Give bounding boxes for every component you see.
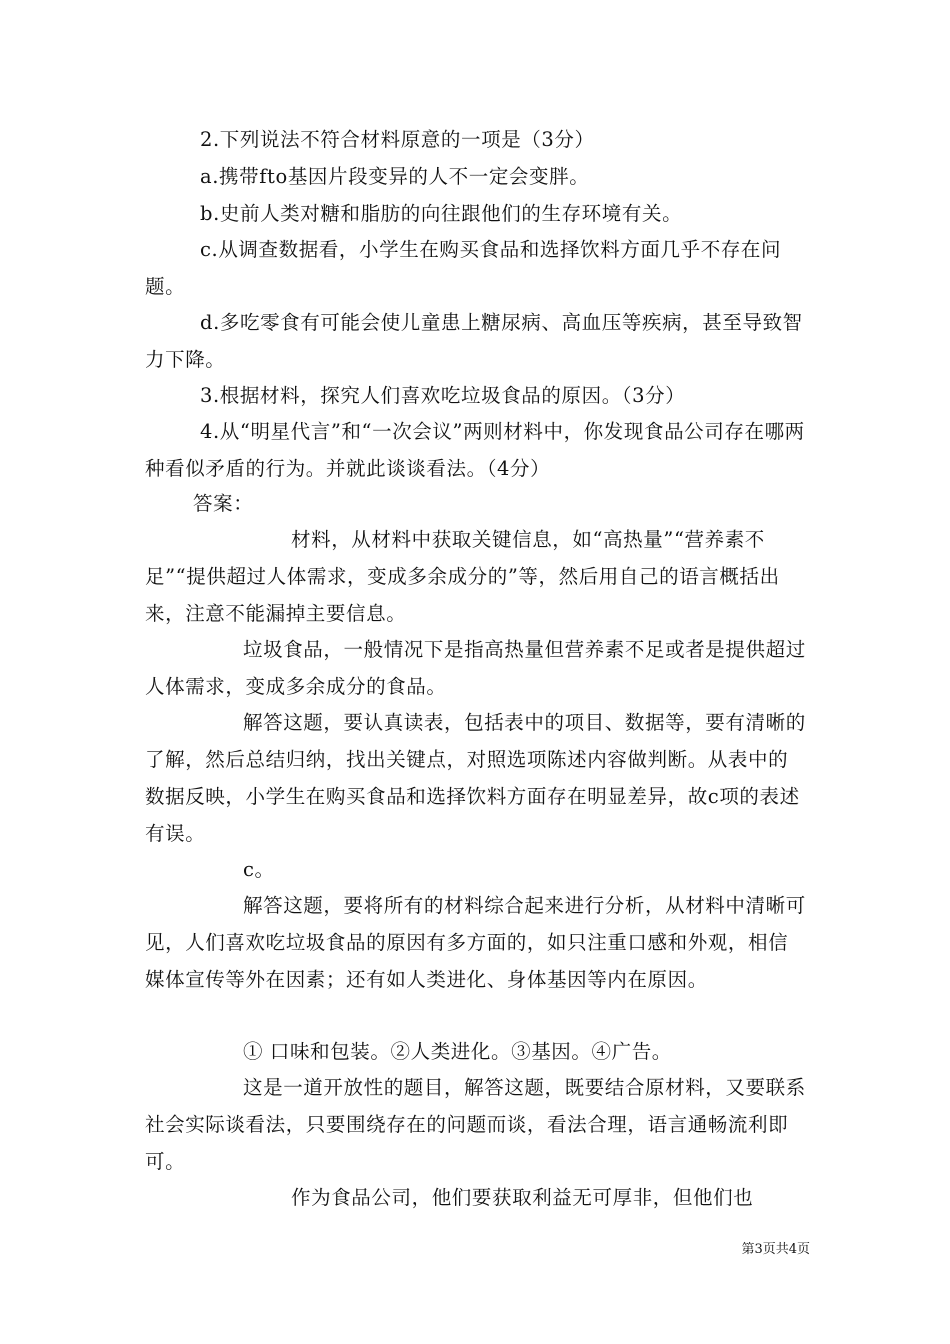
option-a: a.携带fto基因片段变异的人不一定会变胖。 (200, 165, 590, 188)
question-4: 4.从“明星代言”和“一次会议”两则材料中，你发现食品公司存在哪两种看似矛盾的行为。并就此谈谈看法。（4分） (145, 420, 805, 480)
option-c: c.从调查数据看，小学生在购买食品和选择饮料方面几乎不存在问题。 (145, 238, 782, 298)
answer-paragraph-1: 材料，从材料中获取关键信息，如“高热量”“营养素不足”“提供超过人体需求，变成多余成分的”等，然后用自己的语言概括出来，注意不能漏掉主要信息。 (145, 528, 780, 625)
option-b: b.史前人类对糖和脂肪的向往跟他们的生存环境有关。 (200, 202, 683, 225)
answer-paragraph-4: 解答这题，要将所有的材料综合起来进行分析，从材料中清晰可见，人们喜欢吃垃圾食品的原因有多方面的，如只注重口感和外观，相信媒体宣传等外在因素；还有如人类进化、身体基因等内在原因。 (145, 894, 806, 991)
answer-paragraph-6: 作为食品公司，他们要获取利益无可厚非，但他们也 (291, 1186, 754, 1209)
question-3: 3.根据材料，探究人们喜欢吃垃圾食品的原因。（3分） (200, 384, 686, 407)
answer-reasons-list: ① 口味和包装。②人类进化。③基因。④广告。 (243, 1040, 672, 1063)
answer-paragraph-3: 解答这题，要认真读表，包括表中的项目、数据等，要有清晰的了解，然后总结归纳，找出关键点，对照选项陈述内容做判断。从表中的数据反映，小学生在购买食品和选择饮料方面存在明显差异，故c项的表述有误。 (145, 711, 806, 845)
question-2: 2.下列说法不符合材料原意的一项是（3分） (200, 128, 595, 151)
answer-c: c。 (243, 858, 275, 881)
page-number-footer: 第3页共4页 (741, 1242, 810, 1257)
answer-paragraph-2: 垃圾食品，一般情况下是指高热量但营养素不足或者是提供超过人体需求，变成多余成分的食品。 (145, 638, 806, 698)
answer-paragraph-5: 这是一道开放性的题目，解答这题，既要结合原材料，又要联系社会实际谈看法，只要围绕存在的问题而谈，看法合理，语言通畅流利即可。 (145, 1076, 806, 1173)
option-d: d.多吃零食有可能会使儿童患上糖尿病、高血压等疾病，甚至导致智力下降。 (145, 311, 803, 371)
answer-heading: 答案： (193, 492, 254, 515)
